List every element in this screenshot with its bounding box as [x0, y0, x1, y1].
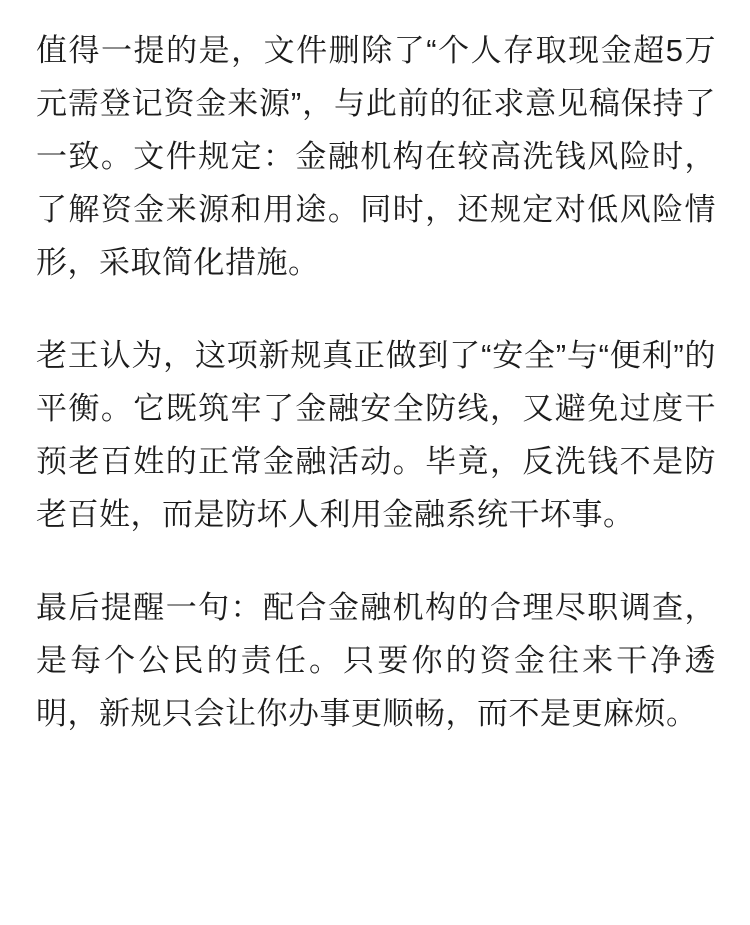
article-paragraph-1: 值得一提的是，文件删除了“个人存取现金超5万元需登记资金来源”，与此前的征求意见稿保持了一致。文件规定：金融机构在较高洗钱风险时，了解资金来源和用途。同时，还规定对低风险情形，采取简化措施。 [36, 33, 716, 280]
article-paragraph-2: 老王认为，这项新规真正做到了“安全”与“便利”的平衡。它既筑牢了金融安全防线，又避免过度干预老百姓的正常金融活动。毕竟，反洗钱不是防老百姓，而是防坏人利用金融系统干坏事。 [36, 338, 716, 532]
article-paragraph-3: 最后提醒一句：配合金融机构的合理尽职调查，是每个公民的责任。只要你的资金往来干净透明，新规只会让你办事更顺畅，而不是更麻烦。 [36, 590, 716, 731]
